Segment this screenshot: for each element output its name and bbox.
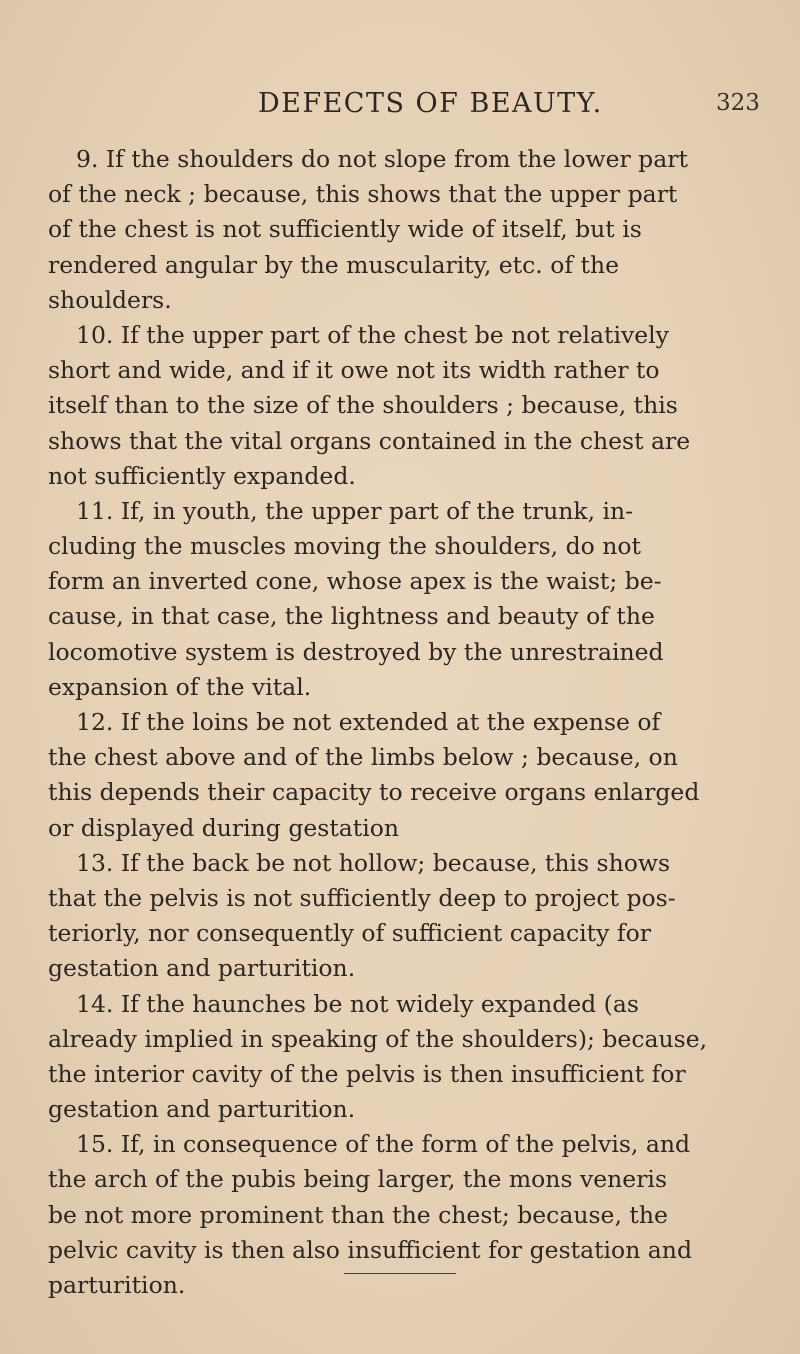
text-line: cluding the muscles moving the shoulders, do not bbox=[48, 532, 641, 561]
text-line: the interior cavity of the pelvis is then insufficient for bbox=[48, 1059, 686, 1088]
running-title: DEFECTS OF BEAUTY. bbox=[258, 88, 603, 119]
text-line: shows that the vital organs contained in the chest are bbox=[48, 426, 691, 455]
text-line: this depends their capacity to receive organs enlarged bbox=[48, 778, 700, 807]
text-line: cause, in that case, the lightness and beauty of the bbox=[48, 602, 655, 631]
text-line: 11. If, in youth, the upper part of the trunk, in- bbox=[76, 496, 634, 525]
text-line: locomotive system is destroyed by the unrestrained bbox=[48, 637, 664, 666]
text-line: expansion of the vital. bbox=[48, 672, 312, 701]
section-end-rule bbox=[344, 1273, 456, 1274]
text-line: 9. If the shoulders do not slope from the lower part bbox=[76, 145, 688, 173]
text-line: short and wide, and if it owe not its width rather to bbox=[48, 356, 660, 385]
text-line: teriorly, nor consequently of sufficient capacity for bbox=[48, 919, 651, 948]
text-line: that the pelvis is not sufficiently deep to project pos- bbox=[48, 883, 676, 912]
text-line: pelvic cavity is then also insufficient for gestation and bbox=[48, 1235, 692, 1264]
text-line: parturition. bbox=[48, 1271, 186, 1299]
text-line: already implied in speaking of the shoulders); because, bbox=[48, 1024, 708, 1053]
text-line: be not more prominent than the chest; because, the bbox=[48, 1200, 668, 1229]
text-line: 15. If, in consequence of the form of the pelvis, and bbox=[76, 1130, 691, 1159]
text-line: gestation and parturition. bbox=[48, 954, 356, 983]
body-text bbox=[48, 142, 748, 1303]
text-line: 13. If the back be not hollow; because, this shows bbox=[76, 848, 671, 877]
text-line: gestation and parturition. bbox=[48, 1095, 356, 1124]
text-line: rendered angular by the muscularity, etc. of the bbox=[48, 250, 620, 279]
text-line: the chest above and of the limbs below ; because, on bbox=[48, 743, 678, 772]
text-line: of the neck ; because, this shows that the upper part bbox=[48, 180, 678, 209]
text-line: itself than to the size of the shoulders ; because, this bbox=[48, 391, 678, 420]
text-line: shoulders. bbox=[48, 285, 172, 314]
text-line: not sufficiently expanded. bbox=[48, 461, 356, 490]
text-line: 10. If the upper part of the chest be not relatively bbox=[76, 320, 669, 349]
text-line: or displayed during gestation bbox=[48, 813, 400, 842]
page-number: 323 bbox=[716, 90, 760, 116]
text-line: 12. If the loins be not extended at the expense of bbox=[76, 708, 661, 736]
text-line: form an inverted cone, whose apex is the waist; be- bbox=[48, 567, 662, 596]
text-line: 14. If the haunches be not widely expanded (as bbox=[76, 989, 639, 1018]
text-line: the arch of the pubis being larger, the mons veneris bbox=[48, 1165, 668, 1194]
text-line: of the chest is not sufficiently wide of itself, but is bbox=[48, 215, 642, 244]
